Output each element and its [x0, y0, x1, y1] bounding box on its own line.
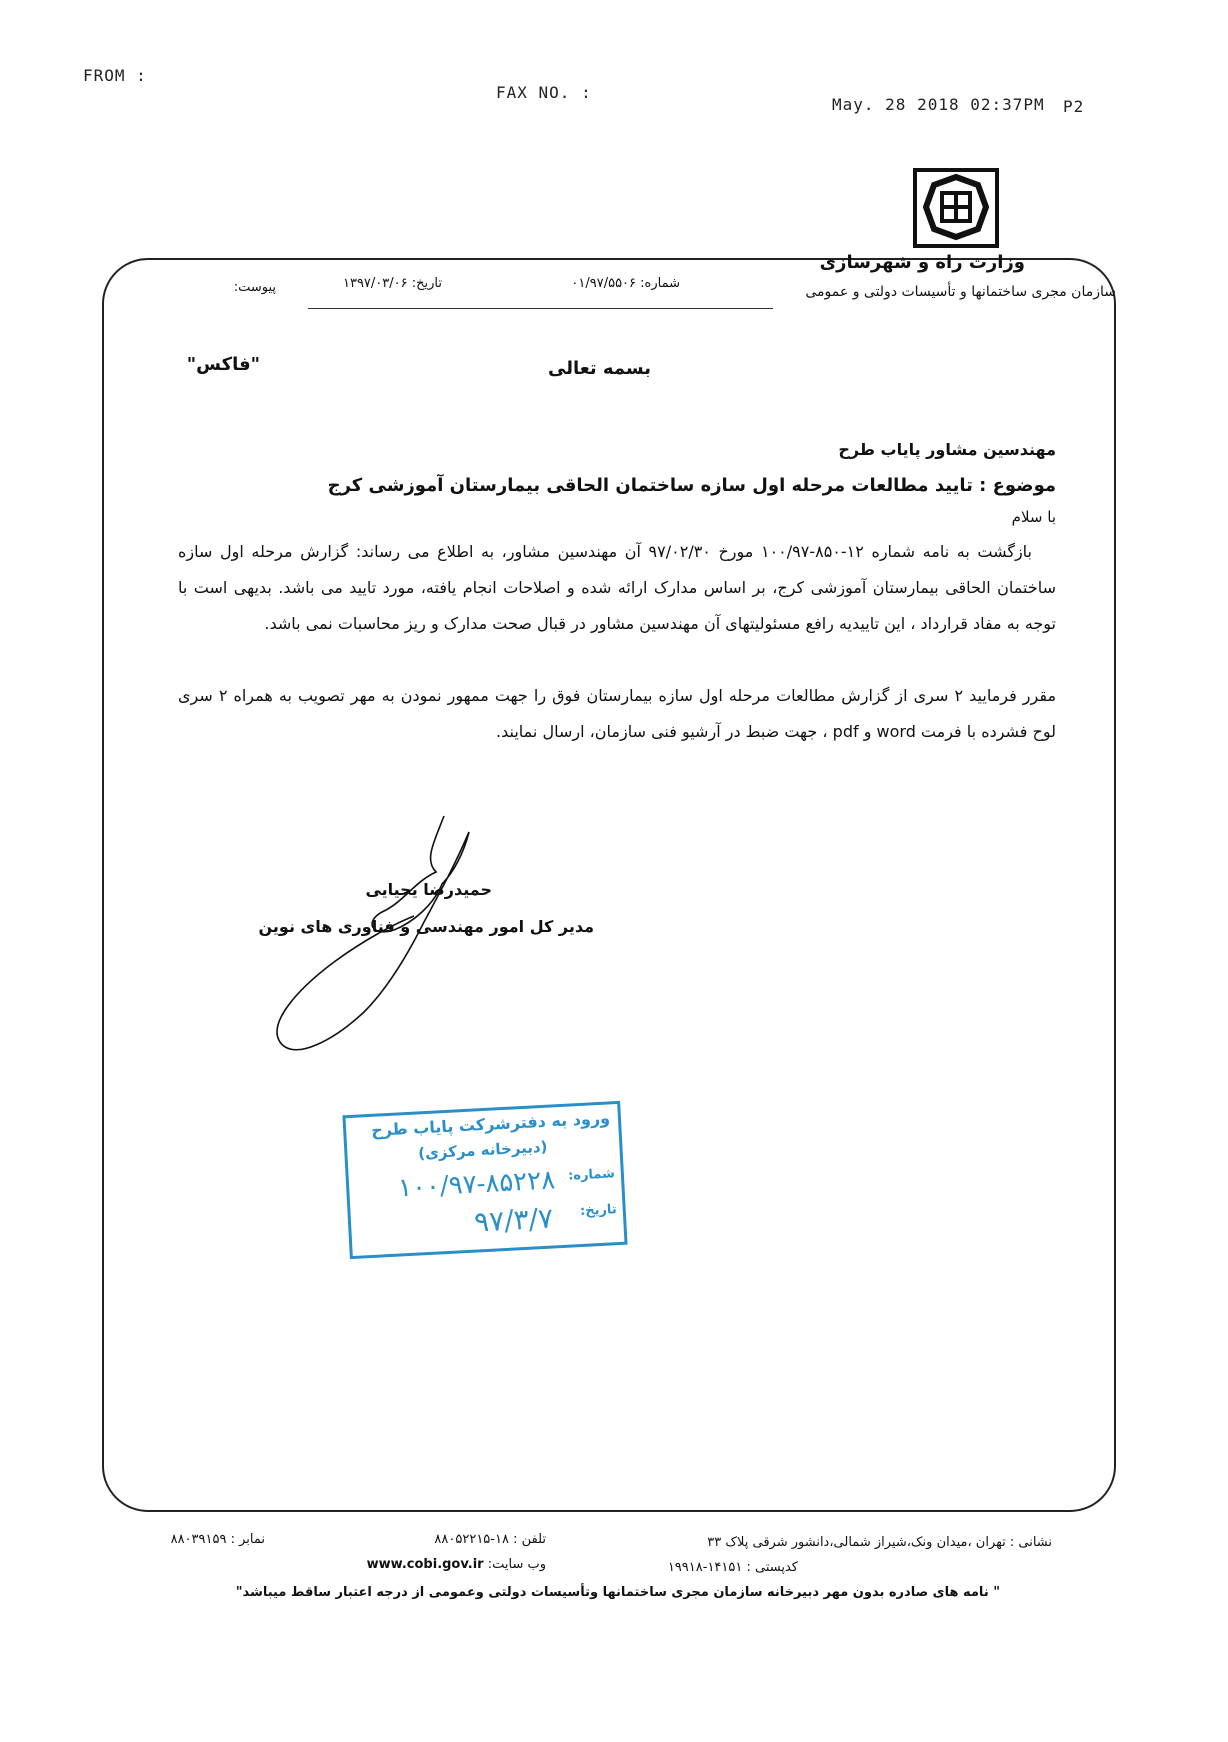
body-paragraph-1: بازگشت به نامه شماره ۱۲-۸۵۰-۱۰۰/۹۷ مورخ ۹۷/۰۲/۳۰ آن مهندسین مشاور، به اطلاع می رساند: گزارش مرحله اول سازه ساختمان الحاقی بیمارستان آموزشی کرج، بر اساس مدارک ارائه شده و اصلاحات انجام یافته، مورد تایید می باشد. بدیهی است با توجه به مفاد قرارداد ، این تاییدیه رافع مسئولیتهای آن مهندسین مشاور در قبال صحت مدارک و ریز محاسبات نمی باشد. — [178, 542, 1056, 633]
footer-address: نشانی : تهران ،میدان ونک،شیراز شمالی،دانشور شرقی پلاک ۳۳ — [707, 1535, 1052, 1550]
stamp-date-value: ۹۷/۳/۷ — [473, 1201, 554, 1239]
letter-number — [571, 276, 680, 291]
footer-website — [367, 1557, 546, 1572]
organization-name: سازمان مجری ساختمانها و تأسیسات دولتی و عمومی — [805, 284, 1116, 300]
letter-date — [343, 276, 442, 291]
bismillah: بسمه تعالی — [548, 358, 651, 379]
fax-datetime: May. 28 2018 02:37PM — [832, 95, 1045, 114]
attachment-label: پیوست: — [233, 280, 276, 295]
stamp-number-value: ۱۰۰/۹۷-۸۵۲۲۸ — [397, 1165, 556, 1204]
signatory-title: مدیر کل امور مهندسی و فناوری های نوین — [258, 917, 594, 936]
ministry-logo — [912, 167, 1000, 249]
signature-scribble — [264, 812, 494, 1060]
number-value: ۰۱/۹۷/۵۵۰۶ — [571, 276, 637, 291]
stamp-line-2: (دبیرخانه مرکزی) — [417, 1137, 548, 1163]
stamp-number-label: شماره: — [567, 1166, 616, 1184]
footer-postal-code: کدپستی : ۱۴۱۵۱-۱۹۹۱۸ — [667, 1560, 798, 1575]
footer-notice: " نامه های صادره بدون مهر دبیرخانه سازمان مجری ساختمانها وتأسیسات دولتی وعمومی از درجه اعتبار ساقط میباشد" — [235, 1585, 1000, 1600]
stamp-line-1: ورود به دفترشرکت پایاب طرح — [370, 1108, 611, 1140]
footer-phone: تلفن : ۱۸-۸۸۰۵۲۲۱۵ — [434, 1532, 546, 1547]
fax-page: P2 — [1063, 97, 1085, 116]
stamp-date-label: تاریخ: — [579, 1202, 618, 1220]
date-label: تاریخ: — [411, 276, 442, 291]
fax-label: "فاکس" — [186, 354, 260, 375]
footer-fax: نمابر : ۸۸۰۳۹۱۵۹ — [170, 1532, 265, 1547]
ministry-name: وزارت راه و شهرسازی — [819, 252, 1025, 273]
addressee: مهندسین مشاور پایاب طرح — [838, 440, 1056, 459]
signatory-name: حمیدرضا یحیایی — [365, 880, 492, 899]
body-paragraph-2: مقرر فرمایید ۲ سری از گزارش مطالعات مرحله اول سازه بیمارستان فوق را جهت ممهور نمودن به مهر تصویب به همراه ۲ سری لوح فشرده با فرمت word و pdf ، جهت ضبط در آرشیو فنی سازمان، ارسال نمایند. — [178, 686, 1057, 741]
header-rule — [308, 308, 773, 309]
website-url: www.cobi.gov.ir — [366, 1557, 484, 1572]
received-stamp — [342, 1101, 627, 1259]
fax-number: FAX NO. : — [496, 83, 592, 102]
date-value: ۱۳۹۷/۰۳/۰۶ — [342, 276, 408, 291]
fax-from: FROM : — [83, 66, 147, 85]
number-label: شماره: — [640, 276, 680, 291]
greeting: با سلام — [1011, 508, 1056, 526]
website-label: وب سایت: — [487, 1557, 546, 1572]
subject: موضوع : تایید مطالعات مرحله اول سازه ساختمان الحاقی بیمارستان آموزشی کرج — [327, 475, 1056, 496]
